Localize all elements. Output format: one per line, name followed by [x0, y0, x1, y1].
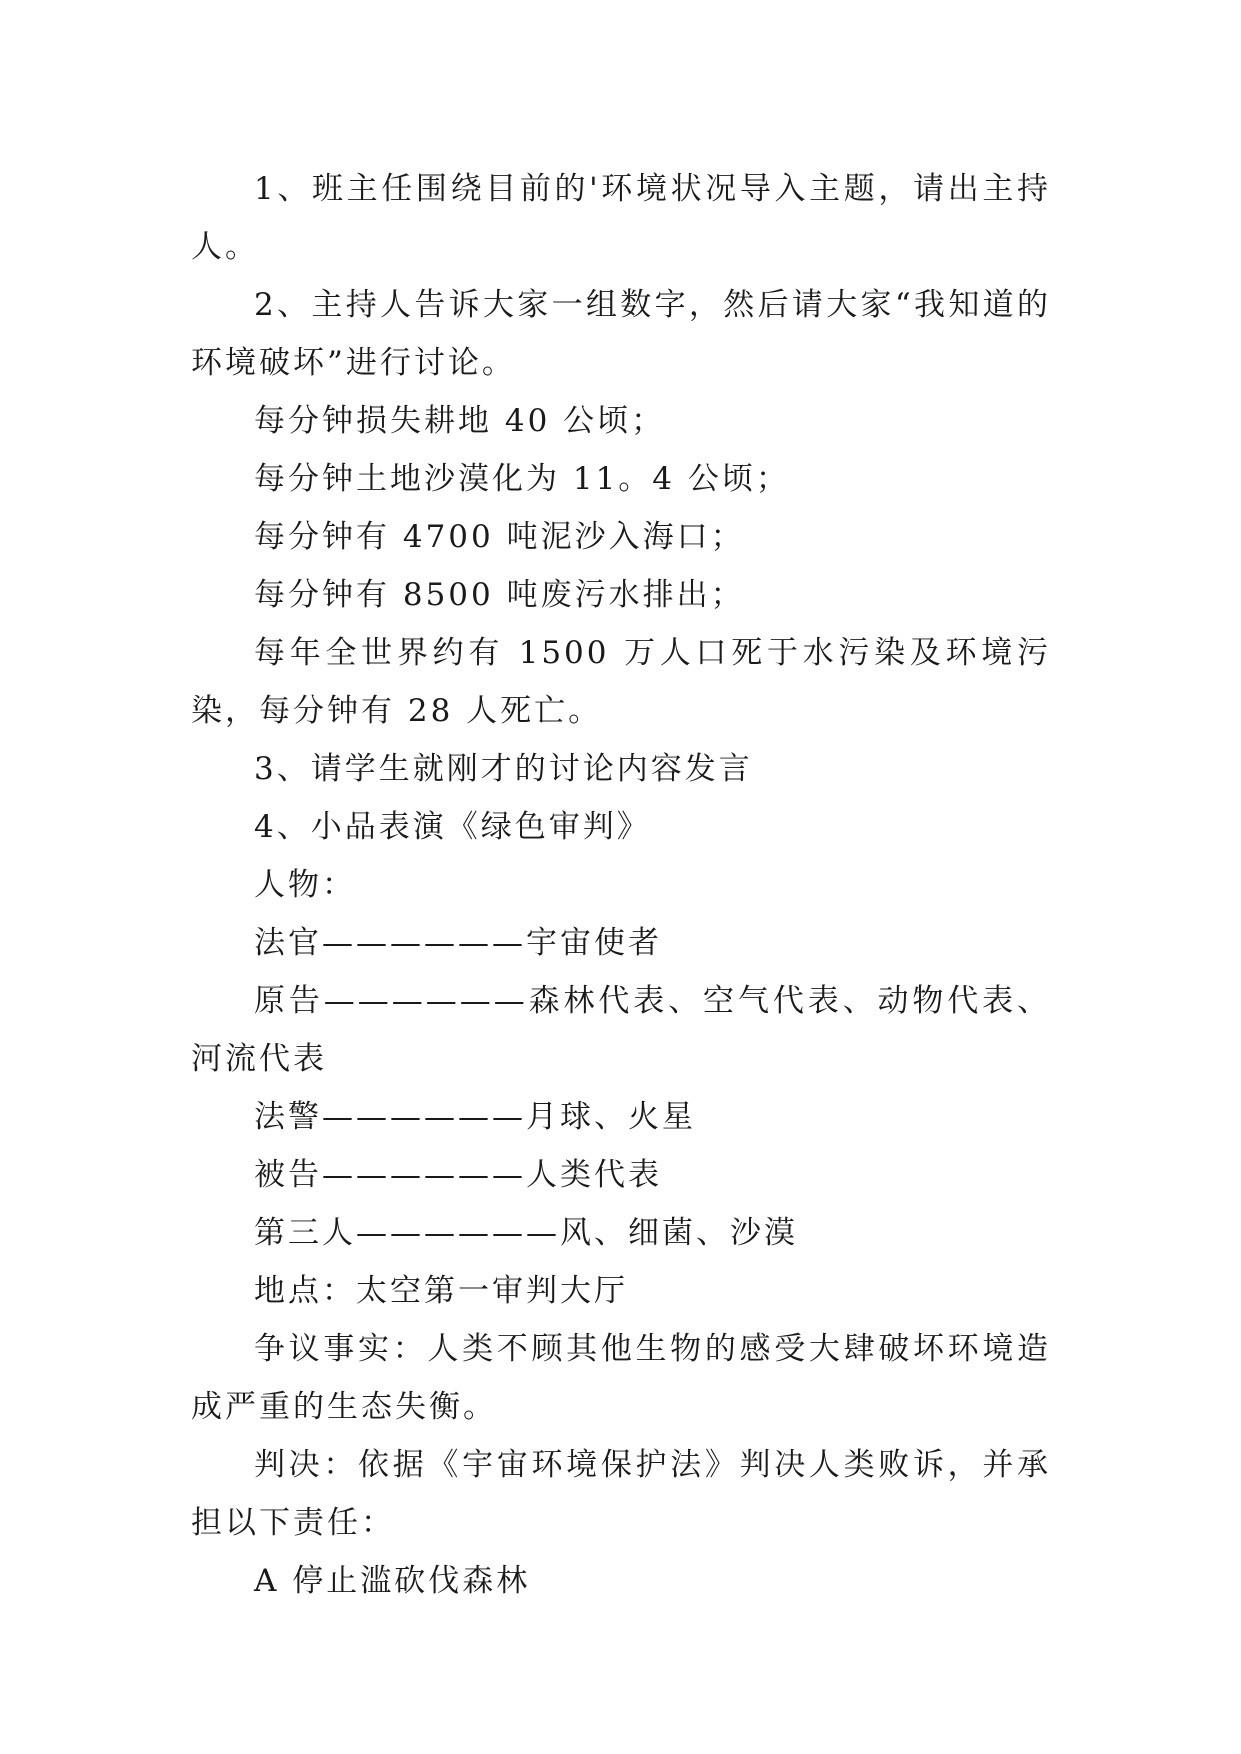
paragraph: 每分钟有 8500 吨废污水排出； — [254, 577, 745, 613]
paragraph: A 停止滥砍伐森林 — [254, 1563, 531, 1599]
paragraph: 3、请学生就刚才的讨论内容发言 — [254, 751, 753, 787]
paragraph: 判决：依据《宇宙环境保护法》判决人类败诉，并承担以下责任： — [191, 1447, 1051, 1541]
paragraph: 人物： — [254, 867, 356, 903]
paragraph: 被告——————人类代表 — [254, 1157, 662, 1193]
paragraph: 4、小品表演《绿色审判》 — [254, 809, 651, 845]
paragraph: 争议事实：人类不顾其他生物的感受大肆破坏环境造成严重的生态失衡。 — [191, 1331, 1051, 1425]
document-body — [191, 160, 1051, 1610]
paragraph: 法警——————月球、火星 — [254, 1099, 696, 1135]
paragraph: 每年全世界约有 1500 万人口死于水污染及环境污染，每分钟有 28 人死亡。 — [191, 635, 1051, 729]
paragraph: 1、班主任围绕目前的'环境状况导入主题，请出主持人。 — [191, 171, 1051, 265]
paragraph: 每分钟土地沙漠化为 11。4 公顷； — [254, 461, 790, 497]
paragraph: 2、主持人告诉大家一组数字，然后请大家“我知道的环境破坏”进行讨论。 — [191, 287, 1051, 381]
paragraph: 每分钟有 4700 吨泥沙入海口； — [254, 519, 745, 555]
paragraph: 法官——————宇宙使者 — [254, 925, 662, 961]
paragraph: 原告——————森林代表、空气代表、动物代表、河流代表 — [191, 983, 1051, 1077]
paragraph: 地点：太空第一审判大厅 — [254, 1273, 628, 1309]
paragraph: 每分钟损失耕地 40 公顷； — [254, 403, 666, 439]
paragraph: 第三人——————风、细菌、沙漠 — [254, 1215, 798, 1251]
